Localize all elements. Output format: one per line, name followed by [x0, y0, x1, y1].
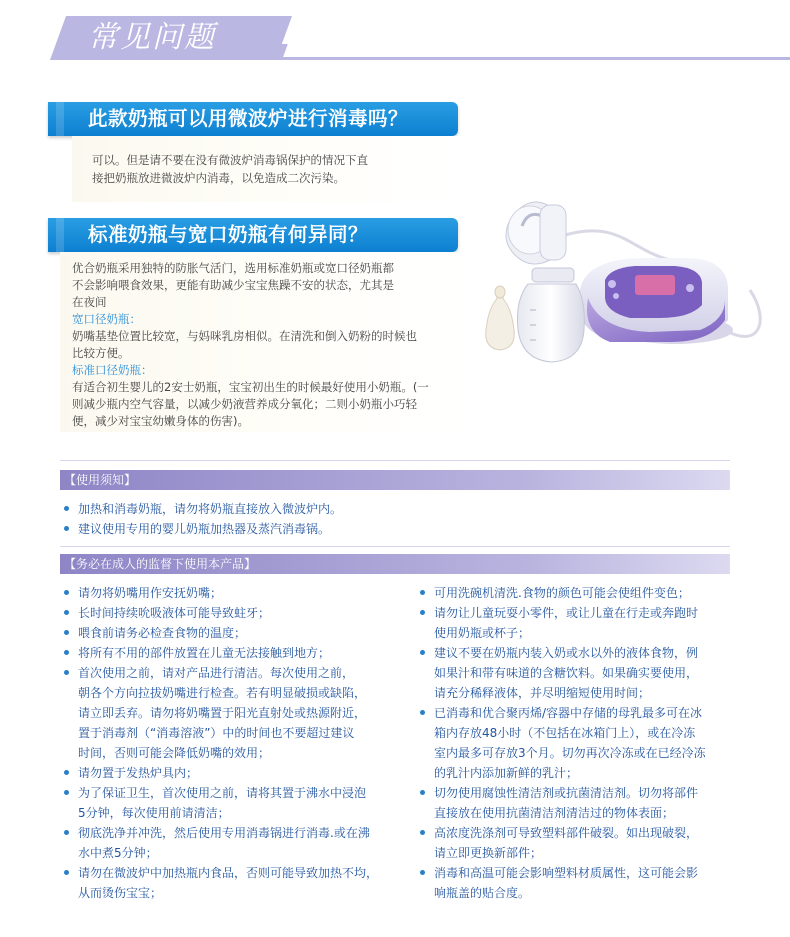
list-item — [418, 823, 738, 863]
wide-mouth-label: 宽口径奶瓶： — [72, 312, 141, 326]
list-item-line: 请勿在微波炉中加热瓶内食品，否则可能导致加热不均， — [78, 866, 379, 880]
list-item: 加热和消毒奶瓶，请勿将奶瓶直接放入微波炉内。 — [62, 499, 722, 519]
usage-header: 【使用须知】 — [60, 470, 730, 490]
standard-mouth-label: 标准口径奶瓶： — [72, 363, 153, 377]
list-item — [62, 623, 402, 643]
usage-list — [62, 499, 722, 539]
list-item-line: 长时间持续吮吸液体可能导致蛀牙； — [78, 606, 271, 620]
title-banner — [0, 0, 790, 60]
list-item-line: 请立即更换新部件； — [434, 846, 543, 860]
list-item — [62, 643, 402, 663]
list-item-line: 将所有不用的部件放置在儿童无法接触到地方； — [78, 646, 331, 660]
list-item-line: 箱内存放48小时（不包括在冰箱门上），或在冷冻 — [434, 726, 696, 740]
list-item-line: 请勿将奶嘴用作安抚奶嘴； — [78, 586, 223, 600]
supervision-right-list — [418, 583, 738, 903]
list-item-line: 请充分稀释液体，并尽明缩短使用时间； — [434, 686, 651, 700]
breast-pump-product-image — [470, 180, 790, 400]
faq-question-1-text: 此款奶瓶可以用微波炉进行消毒吗？ — [88, 107, 409, 130]
list-item — [418, 783, 738, 823]
list-item — [418, 603, 738, 643]
list-item-line: 室内最多可存放3个月。切勿再次冷冻或在已经冷冻 — [434, 746, 706, 760]
list-item-line: 建议不要在奶瓶内装入奶或水以外的液体食物，例 — [434, 646, 699, 660]
page-title: 常见问题 — [88, 20, 216, 55]
faq-question-1 — [48, 102, 458, 136]
list-item-line: 的乳汁内添加新鲜的乳汁； — [434, 766, 579, 780]
list-item-line: 从而烫伤宝宝； — [78, 886, 163, 900]
list-item-line: 请勿让儿童玩耍小零件，或让儿童在行走或奔跑时 — [434, 606, 699, 620]
list-item-line: 响瓶盖的贴合度。 — [434, 886, 531, 900]
question-stripe — [56, 218, 64, 252]
list-item — [62, 863, 402, 903]
list-item — [62, 763, 402, 783]
list-item-line: 可用洗碗机清洗.食物的颜色可能会使组件变色； — [434, 586, 690, 600]
list-item — [62, 663, 402, 763]
list-item-line: 5分钟，每次使用前请清洁； — [78, 806, 230, 820]
list-item — [418, 643, 738, 703]
faq-answer-1 — [72, 136, 462, 202]
list-item-line: 彻底洗净并冲洗，然后使用专用消毒锅进行消毒.或在沸 — [78, 826, 370, 840]
faq-question-2 — [48, 218, 458, 252]
answer-line: 接把奶瓶放进微波炉内消毒，以免造成二次污染。 — [92, 170, 345, 185]
list-item-line: 时间，否则可能会降低奶嘴的效用； — [78, 746, 271, 760]
list-item-line: 朝各个方向拉拔奶嘴进行检查。若有明显破损或缺陷， — [78, 686, 367, 700]
list-item — [418, 703, 738, 783]
list-item-line: 如果汁和带有味道的含糖饮料。如果确实要使用， — [434, 666, 699, 680]
question-stripe — [56, 102, 64, 136]
list-item-line: 切勿使用腐蚀性清洁剂或抗菌清洁剂。切勿将部件 — [434, 786, 699, 800]
usage-divider — [60, 460, 730, 461]
answer-line: 优合奶瓶采用独特的防胀气活门，选用标准奶瓶或宽口径奶瓶都 — [72, 261, 394, 275]
list-item-line: 请立即丢弃。请勿将奶嘴置于阳光直射处或热源附近， — [78, 706, 367, 720]
supervision-left-list — [62, 583, 402, 903]
list-item-line: 置于消毒剂（“消毒溶液”）中的时间也不要超过建议 — [78, 726, 355, 740]
list-item-line: 水中煮5分钟； — [78, 846, 158, 860]
list-item — [62, 823, 402, 863]
faq-answer-2 — [60, 252, 470, 432]
answer-line: 有适合初生婴儿的2安士奶瓶，宝宝初出生的时候最好使用小奶瓶。(一 — [72, 380, 429, 394]
list-item-line: 已消毒和优合聚丙烯/容器中存储的母乳最多可在冰 — [434, 706, 703, 720]
answer-line: 可以。但是请不要在没有微波炉消毒锅保护的情况下直 — [92, 153, 368, 167]
list-item — [62, 603, 402, 623]
supervision-header: 【务必在成人的监督下使用本产品】 — [60, 554, 730, 574]
list-item: 建议使用专用的婴儿奶瓶加热器及蒸汽消毒锅。 — [62, 519, 722, 539]
faq-question-2-text: 标准奶瓶与宽口奶瓶有何异同？ — [88, 223, 369, 246]
list-item-line: 请勿置于发热炉具内； — [78, 766, 199, 780]
list-item-line: 直接放在使用抗菌清洁剂清洁过的物体表面； — [434, 806, 675, 820]
list-item-line: 首次使用之前，请对产品进行清洁。每次使用之前， — [78, 666, 355, 680]
list-item — [418, 583, 738, 603]
list-item — [62, 583, 402, 603]
list-item-line: 喂食前请务必检查食物的温度； — [78, 626, 247, 640]
answer-line: 比较方便。 — [72, 346, 130, 360]
list-item — [62, 783, 402, 823]
answer-line: 不会影响喂食效果，更能有助减少宝宝焦躁不安的状态，尤其是 — [72, 278, 394, 292]
supervision-divider — [60, 546, 730, 547]
list-item — [418, 863, 738, 903]
answer-line: 则减少瓶内空气容量，以减少奶液营养成分氧化；二则小奶瓶小巧轻 — [72, 397, 417, 411]
list-item-line: 使用奶瓶或杯子； — [434, 626, 531, 640]
answer-line: 在夜间 — [72, 295, 107, 309]
title-underline — [276, 57, 790, 60]
list-item-line: 高浓度洗涤剂可导致塑料部件破裂。如出现破裂， — [434, 826, 699, 840]
list-item-line: 为了保证卫生，首次使用之前，请将其置于沸水中浸泡 — [78, 786, 367, 800]
answer-line: 便，减少对宝宝幼嫩身体的伤害)。 — [72, 414, 249, 428]
list-item-line: 消毒和高温可能会影响塑料材质属性，这可能会影 — [434, 866, 699, 880]
answer-line: 奶嘴基垫位置比较宽，与妈咪乳房相似。在清洗和倒入奶粉的时候也 — [72, 329, 417, 343]
